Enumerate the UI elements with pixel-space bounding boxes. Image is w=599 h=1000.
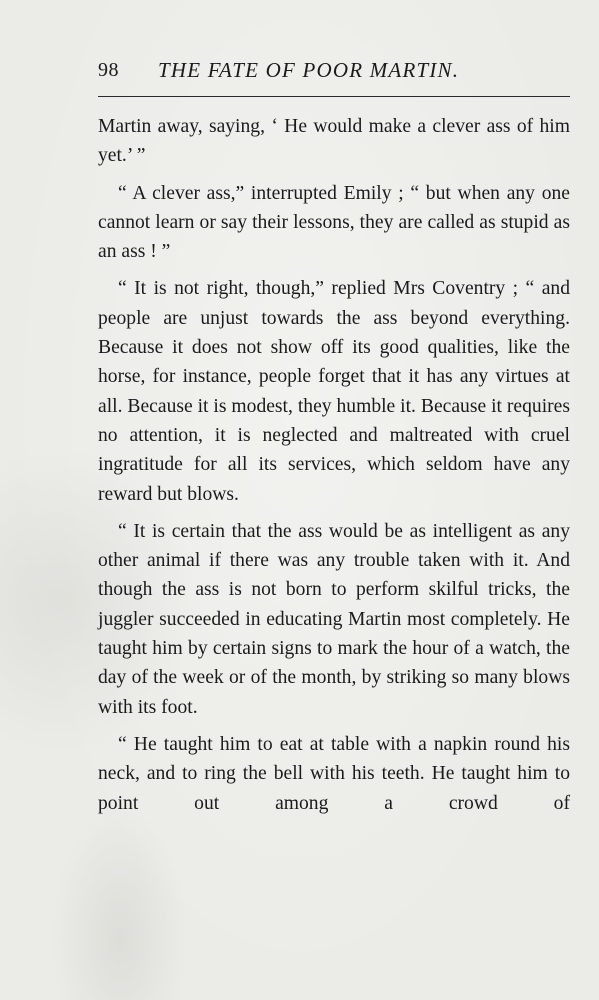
paragraph-1: Martin away, saying, ‘ He would make a clever ass of him yet.’ ” — [98, 116, 570, 167]
header-rule — [98, 96, 570, 97]
paragraph-3: “ It is not right, though,” replied Mrs Coventry ; “ and people are unjust towards the ass beyond everything. Because it does not show off its good qualities, like the horse, for instance, people forget that it has any virtues at all. Because it is modest, they humble it. Because it requires no attention, it is neglected and maltreated with cruel ingratitude for all its services, which seldom have any reward but blows. — [98, 278, 570, 505]
running-title: THE FATE OF POOR MARTIN. — [158, 58, 460, 82]
body-text — [98, 112, 570, 826]
page-header — [98, 52, 570, 86]
page-number: 98 — [98, 59, 119, 81]
paragraph-5: “ He taught him to eat at table with a napkin round his neck, and to ring the bell with his teeth. He taught him to point out among a crowd of — [98, 733, 570, 814]
paragraph-2: “ A clever ass,” interrupted Emily ; “ but when any one cannot learn or say their lessons, they are called as stupid as an ass ! ” — [98, 182, 570, 263]
paragraph-4: “ It is certain that the ass would be as intelligent as any other animal if there was any trouble taken with it. And though the ass is not born to perform skilful tricks, the juggler succeeded in educating Martin most completely. He taught him by certain signs to mark the hour of a watch, the day of the week or of the month, by striking so many blows with its foot. — [98, 520, 570, 718]
